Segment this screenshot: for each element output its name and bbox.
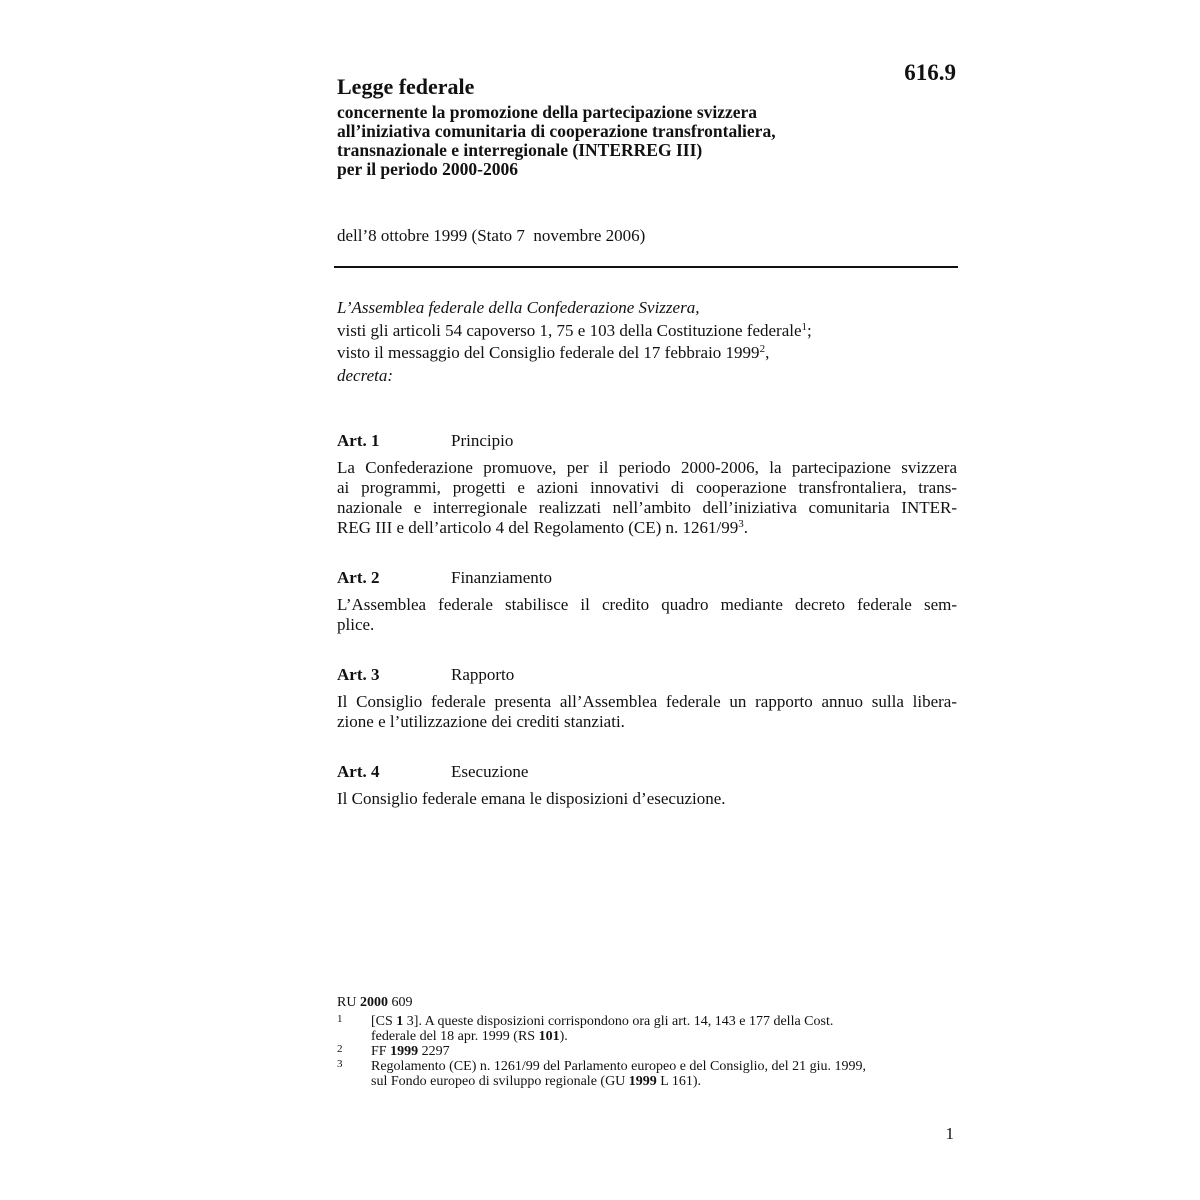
article-number: Art. 4	[337, 762, 380, 781]
subtitle-line: concernente la promozione della partecipazione svizzera	[337, 102, 758, 122]
article-title: Esecuzione	[451, 762, 529, 781]
footnote-1	[337, 1014, 957, 1044]
footnote-ref[interactable]: 2	[759, 343, 766, 355]
preamble-visti-text: visti gli articoli 54 capoverso 1, 75 e 103 della Costituzione federale	[337, 321, 802, 340]
footnote-ref[interactable]: 1	[801, 321, 808, 333]
page-number: 1	[945, 1124, 954, 1143]
footnote-mark: 2	[337, 1043, 343, 1055]
preamble-decreta: decreta:	[337, 366, 394, 385]
preamble-visti	[337, 319, 957, 342]
header-divider	[334, 266, 958, 268]
footnote-mark: 1	[337, 1013, 343, 1025]
article-number: Art. 2	[337, 568, 380, 587]
subtitle-line: per il periodo 2000-2006	[337, 159, 518, 179]
footnote-text: L 161).	[656, 1074, 701, 1089]
subtitle-line: transnazionale e interregionale (INTERREG III)	[337, 140, 703, 160]
article-line: Il Consiglio federale presenta all’Assemblea federale un rapporto annuo sulla libera-	[337, 692, 957, 711]
footnote-2	[337, 1044, 957, 1059]
preamble-visto-punct: ,	[765, 343, 770, 362]
article-title: Finanziamento	[451, 568, 553, 587]
document-subtitle	[337, 103, 897, 179]
subtitle-line: all’iniziativa comunitaria di cooperazione transfrontaliera,	[337, 121, 776, 141]
article-line-punct: .	[743, 518, 749, 537]
article-line: La Confederazione promuove, per il periodo 2000-2006, la partecipazione svizzera	[337, 458, 957, 477]
footnote-text: sul Fondo europeo di sviluppo regionale (GU	[371, 1074, 629, 1089]
article-line: zione e l’utilizzazione dei crediti stanziati.	[337, 712, 625, 731]
document-date: dell’8 ottobre 1999 (Stato 7 novembre 2006)	[337, 226, 646, 245]
article-line: nazionale e interregionale realizzati nell’ambito dell’iniziativa comunitaria INTER-	[337, 498, 957, 517]
footnote-text: 2297	[418, 1044, 450, 1059]
article-3	[337, 664, 957, 732]
sr-number: 616.9	[904, 60, 956, 85]
preamble-visti-punct: ;	[807, 321, 812, 340]
article-1	[337, 430, 957, 538]
footnote-bold: 1999	[390, 1044, 419, 1059]
footnote-line	[371, 1074, 957, 1089]
ru-reference	[337, 994, 957, 1012]
footnote-line	[371, 1029, 957, 1044]
article-heading	[337, 664, 957, 686]
article-heading	[337, 761, 957, 783]
article-title: Rapporto	[451, 665, 515, 684]
article-4	[337, 761, 957, 809]
article-line-text: REG III e dell’articolo 4 del Regolamento (CE) n. 1261/99	[337, 518, 739, 537]
preamble	[337, 296, 957, 387]
footnote-3	[337, 1059, 957, 1089]
article-heading	[337, 430, 957, 452]
article-line	[337, 518, 957, 538]
article-line: plice.	[337, 615, 375, 634]
article-number: Art. 1	[337, 431, 380, 450]
document-title: Legge federale	[337, 74, 475, 99]
footnote-text: Regolamento (CE) n. 1261/99 del Parlamento europeo e del Consiglio, del 21 giu. 1999,	[371, 1059, 866, 1074]
footnote-bold: 1999	[628, 1074, 657, 1089]
footnote-bold: 1	[396, 1014, 404, 1029]
article-body	[337, 692, 957, 732]
footnote-text: 3]. A queste disposizioni corrispondono ora gli art. 14, 143 e 177 della Cost.	[403, 1014, 834, 1029]
preamble-assembly: L’Assemblea federale della Confederazione Svizzera,	[337, 298, 700, 317]
preamble-visto	[337, 341, 957, 364]
article-body	[337, 789, 957, 809]
article-number: Art. 3	[337, 665, 380, 684]
article-line: ai programmi, progetti e azioni innovativi di cooperazione transfrontaliera, trans-	[337, 478, 957, 497]
article-line: L’Assemblea federale stabilisce il credito quadro mediante decreto federale sem-	[337, 595, 957, 614]
preamble-visto-text: visto il messaggio del Consiglio federale del 17 febbraio 1999	[337, 343, 760, 362]
article-body	[337, 458, 957, 538]
footnote-line	[371, 1059, 957, 1074]
footnote-ref[interactable]: 3	[738, 518, 744, 530]
footnote-line	[371, 1014, 957, 1029]
footnotes	[337, 994, 957, 1089]
footnote-line	[371, 1044, 957, 1059]
article-body	[337, 595, 957, 635]
article-line: Il Consiglio federale emana le disposizioni d’esecuzione.	[337, 789, 726, 808]
article-title: Principio	[451, 431, 514, 450]
article-heading	[337, 567, 957, 589]
ru-year: 2000	[359, 995, 388, 1010]
footnote-text: federale del 18 apr. 1999 (RS	[371, 1029, 539, 1044]
footnote-text: [CS	[371, 1014, 397, 1029]
footnote-text: ).	[559, 1029, 568, 1044]
article-2	[337, 567, 957, 635]
ru-page: 609	[387, 995, 413, 1010]
footnote-bold: 101	[538, 1029, 560, 1044]
footnote-mark: 3	[337, 1058, 343, 1070]
footnote-text: FF	[371, 1044, 391, 1059]
ru-prefix: RU	[337, 995, 360, 1010]
